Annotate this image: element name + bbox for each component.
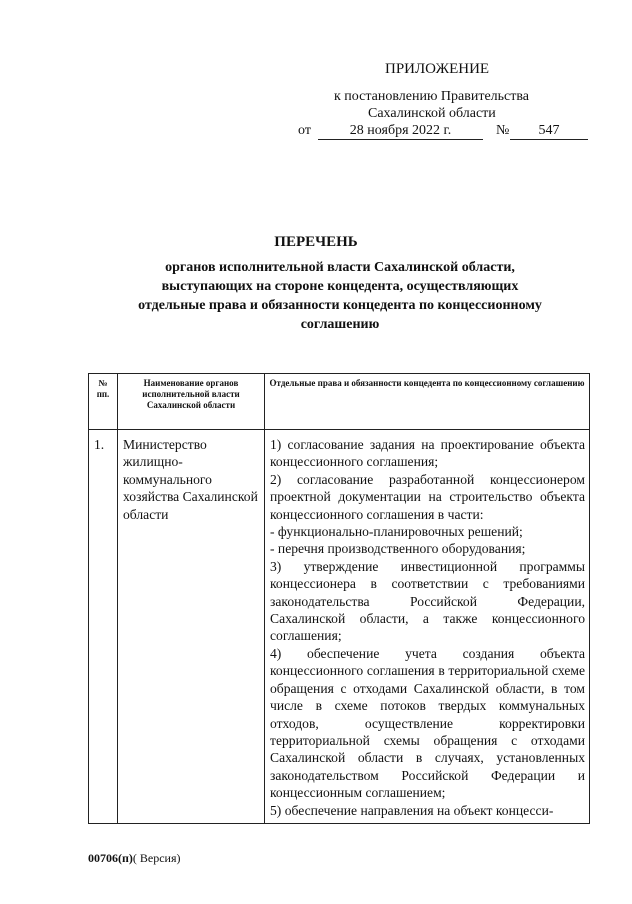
decree-date: 28 ноября 2022 г.: [318, 123, 483, 140]
table-header-row: [89, 374, 590, 430]
footer-doc-code: 00706(п): [88, 851, 133, 865]
right-item: 3) утверждение инвестиционной программы концессионера в соответствии с требованиями законодательства Российской Федерации, Сахалинской области, а также концессионного соглашения;: [270, 558, 585, 644]
right-item: 5) обеспечение направления на объект концесси-: [270, 802, 554, 818]
header-number: № пп.: [89, 374, 118, 430]
decree-number: 547: [510, 123, 588, 140]
number-sign: №: [496, 123, 510, 138]
row-rights: [265, 430, 590, 824]
table-row: [89, 430, 590, 824]
right-item: 2) согласование разработанной концессионером проектной документации на строительство объекта концессионного соглашения в части:: [270, 471, 585, 522]
header-organ-name: Наименование органов исполнительной власти Сахалинской области: [118, 374, 265, 430]
document-title: ПЕРЕЧЕНЬ: [274, 234, 358, 250]
row-organ-name: Министерство жилищно-коммунального хозяйства Сахалинской области: [118, 430, 265, 824]
date-from-label: от: [298, 123, 311, 138]
right-item: 1) согласование задания на проектирование объекта концессионного соглашения;: [270, 437, 585, 470]
row-number: 1.: [89, 430, 118, 824]
header-rights: Отдельные права и обязанности концедента по концессионному соглашению: [265, 374, 590, 430]
footer-code: [88, 851, 181, 866]
appendix-title: ПРИЛОЖЕНИЕ: [385, 61, 490, 77]
right-item: 4) обеспечение учета создания объекта концессионного соглашения в территориальной схеме обращения с отходами Сахалинской области, в том числе в схеме потоков твердых коммунальных отходов, осуществление корректировки территориальной схемы обращения с отходами Сахалинской области в случаях, установленных законодательством Российской Федерации и концессионным соглашением;: [270, 645, 585, 801]
appendix-line-2: Сахалинской области: [368, 106, 496, 121]
document-subtitle: органов исполнительной власти Сахалинской области, выступающих на стороне концедента, осуществляющих отдельные права и обязанности концедента по концессионному соглашению: [138, 260, 542, 332]
right-item: - перечня производственного оборудования;: [270, 541, 526, 557]
appendix-line-1: к постановлению Правительства: [334, 89, 530, 104]
organs-table: [88, 373, 590, 824]
right-item: - функционально-планировочных решений;: [270, 524, 523, 540]
footer-version: ( Версия): [132, 851, 181, 865]
